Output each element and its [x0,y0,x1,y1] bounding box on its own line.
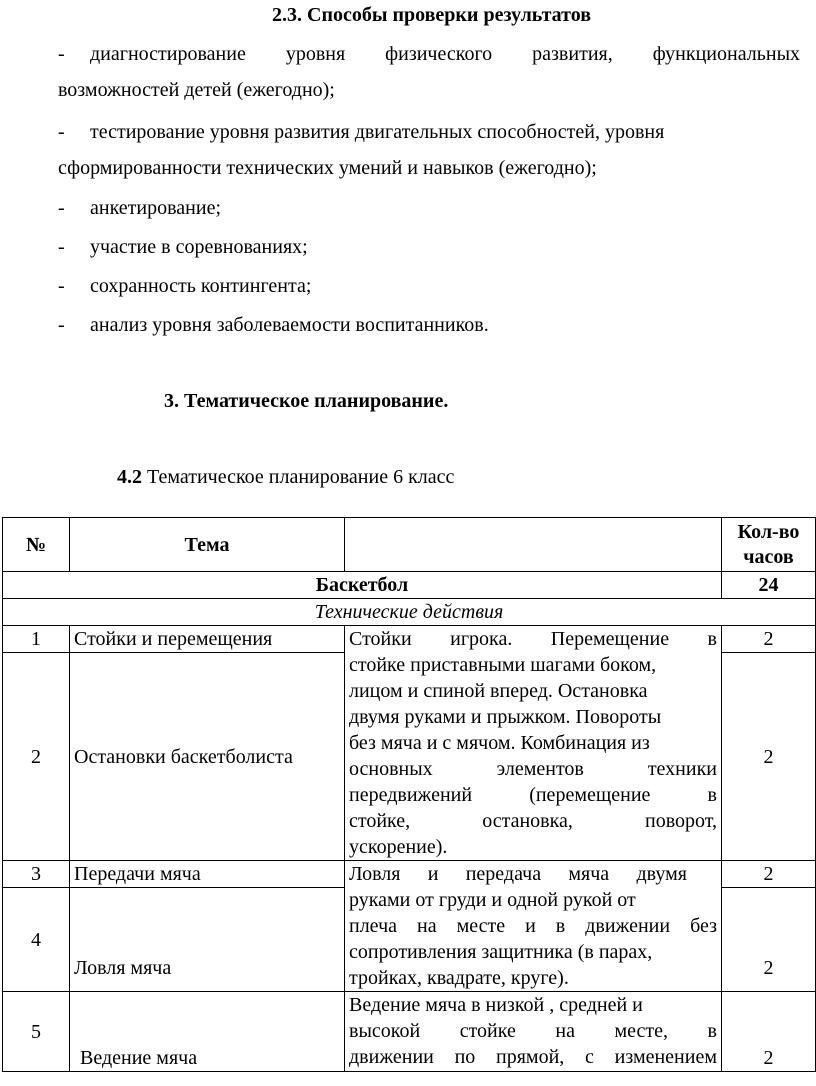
section-3-title: 3. Тематическое планирование. [164,390,449,412]
table-row [3,861,816,888]
section-text: Тематическое планирование 6 класс [147,466,455,488]
desc-line: стойке приставными шагами боком, [349,654,657,676]
list-item [58,307,489,343]
desc-line: лицом и спиной вперед. Остановка [349,680,648,702]
row-hours: 2 [722,626,816,653]
row-num: 3 [3,861,70,888]
desc-line: Ведение мяча в низкой , средней и [349,994,643,1016]
row-topic: Ловля мяча [70,888,345,992]
list-item [58,229,308,265]
desc-line: движении по прямой, с изменением [349,1046,717,1068]
list-dash: - [58,275,65,297]
desc-line: тройках, квадрате, круге). [349,967,569,989]
desc-line: плеча на месте и в движении без [349,915,717,937]
section-4-2-title [117,466,454,489]
header-hours-line1: Кол-во [737,520,800,543]
section-hours: 24 [722,572,816,599]
row-hours: 2 [722,888,816,992]
section-row [3,572,816,599]
desc-line: двумя руками и прыжком. Повороты [349,706,662,728]
section-name: Баскетбол [3,572,722,599]
list-item-line: тестирование уровня развития двигательных способностей, уровня [90,121,665,143]
desc-line: руками от груди и одной рукой от [349,889,636,911]
row-topic: Стойки и перемещения [70,626,345,653]
list-item [58,36,800,108]
list-item-line: анкетирование; [90,197,222,219]
row-num: 4 [3,888,70,992]
row-description [345,861,722,992]
list-dash: - [58,314,65,336]
list-dash: - [58,236,65,258]
desc-line: основных элементов техники [349,758,717,780]
list-dash: - [58,43,65,65]
list-item-line: диагностирование уровня физического развития, функциональных [90,43,800,65]
header-empty [345,518,722,572]
row-topic: Ведение мяча [70,992,345,1072]
desc-line: передвижений (перемещение в [349,784,717,806]
desc-line: стойке, остановка, поворот, [349,810,717,832]
list-dash: - [58,197,65,219]
desc-line: Стойки игрока. Перемещение в [349,628,717,650]
table-header-row [3,518,816,572]
row-topic: Передачи мяча [70,861,345,888]
header-hours [722,518,816,572]
section-number: 4.2 [117,466,142,488]
list-item [58,190,222,226]
list-item-line: сохранность контингента; [90,275,312,297]
row-hours: 2 [722,653,816,861]
row-num: 1 [3,626,70,653]
header-topic: Тема [70,518,345,572]
desc-line: Ловля и передача мяча двумя [349,863,687,885]
list-dash: - [58,121,65,143]
desc-line: сопротивления защитника (в парах, [349,941,653,963]
row-hours: 2 [722,861,816,888]
thematic-plan-table [2,517,816,1072]
row-num: 5 [3,992,70,1072]
list-item-line: сформированности технических умений и навыков (ежегодно); [58,157,597,179]
table-row [3,992,816,1072]
desc-line: высокой стойке на месте, в [349,1020,717,1042]
header-hours-line2: часов [743,545,794,568]
list-item-line: анализ уровня заболеваемости воспитанников. [90,314,489,336]
row-description [345,626,722,861]
row-description [345,992,722,1072]
list-item [58,268,312,304]
desc-line: без мяча и с мячом. Комбинация из [349,732,650,754]
list-item [58,114,800,186]
subsection-row [3,599,816,626]
list-item-line: участие в соревнованиях; [90,236,308,258]
row-topic: Остановки баскетболиста [70,653,345,861]
header-num: № [3,518,70,572]
subsection-name: Технические действия [3,599,816,626]
section-2-3-title: 2.3. Способы проверки результатов [272,4,592,26]
table-row [3,626,816,653]
list-item-line: возможностей детей (ежегодно); [58,79,335,101]
desc-line: ускорение). [349,836,448,858]
row-hours: 2 [722,992,816,1072]
row-num: 2 [3,653,70,861]
